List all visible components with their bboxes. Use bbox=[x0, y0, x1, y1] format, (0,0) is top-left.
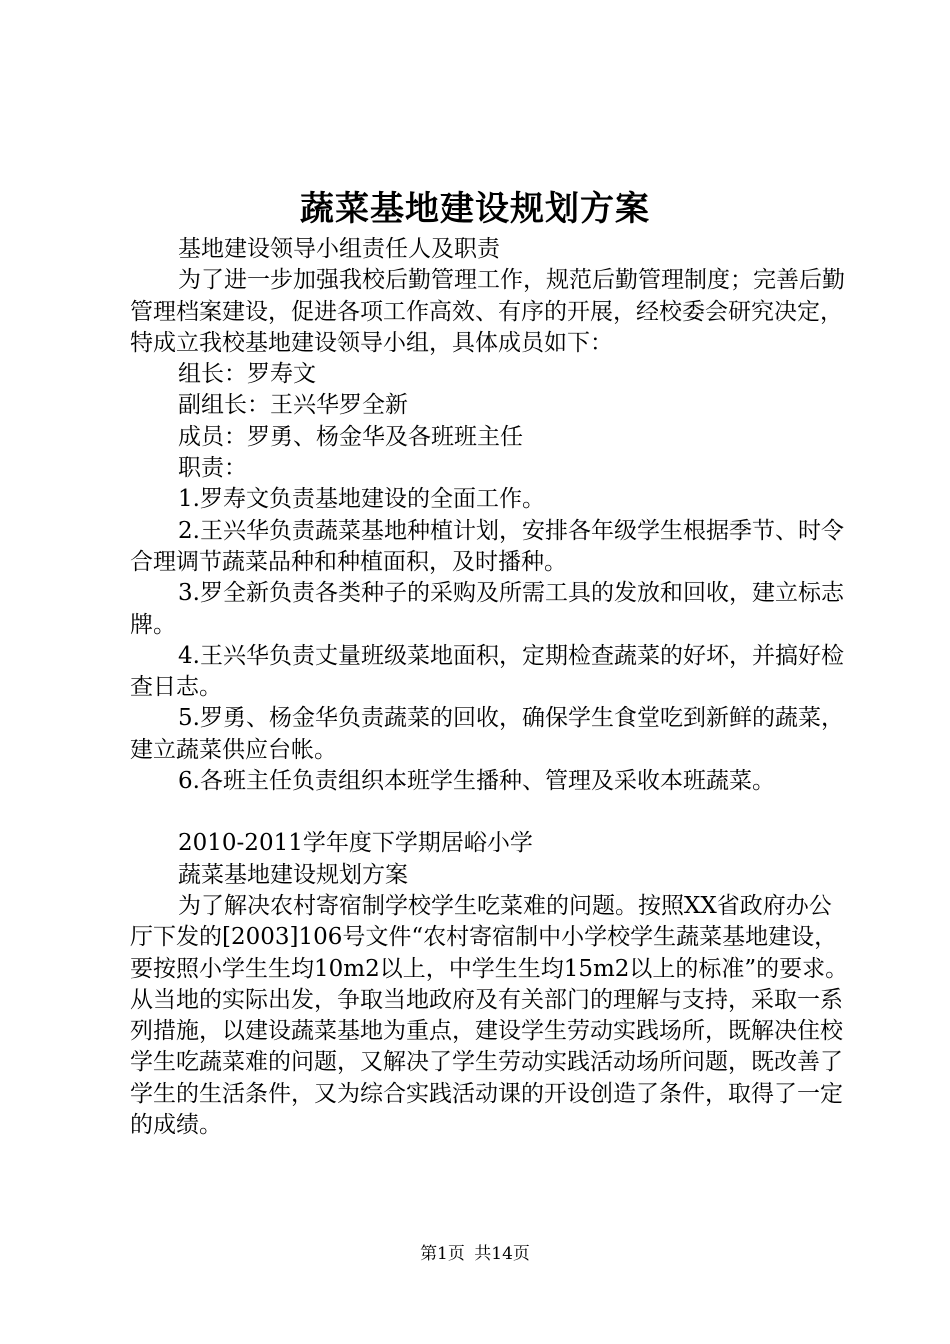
paragraph-members: 成员：罗勇、杨金华及各班班主任 bbox=[178, 423, 523, 450]
document-title: 蔬菜基地建设规划方案 bbox=[300, 189, 650, 229]
duty-item-3: 3.罗全新负责各类种子的采购及所需工具的发放和回收，建立标志牌。 bbox=[130, 580, 844, 638]
duty-item-2: 2.王兴华负责蔬菜基地种植计划，安排各年级学生根据季节、时令合理调节蔬菜品种和种植面积，及时播种。 bbox=[130, 517, 844, 575]
paragraph-plan-body: 为了解决农村寄宿制学校学生吃菜难的问题。按照XX省政府办公厅下发的[2003]106号文件“农村寄宿制中小学校学生蔬菜基地建设，要按照小学生生均10m2以上，中学生生均15m2以上的标准”的要求。从当地的实际出发，争取当地政府及有关部门的理解与支持，采取一系列措施，以建设蔬菜基地为重点，建设学生劳动实践场所，既解决住校学生吃蔬菜难的问题，又解决了学生劳动实践活动场所问题，既改善了学生的生活条件，又为综合实践活动课的开设创造了条件，取得了一定的成绩。 bbox=[130, 892, 849, 1139]
page-footer bbox=[0, 1242, 950, 1266]
duty-item-4: 4.王兴华负责丈量班级菜地面积，定期检查蔬菜的好坏，并搞好检查日志。 bbox=[130, 642, 844, 701]
paragraph-intro: 为了进一步加强我校后勤管理工作，规范后勤管理制度；完善后勤管理档案建设，促进各项工作高效、有序的开展，经校委会研究决定，特成立我校基地建设领导小组，具体成员如下： bbox=[130, 267, 845, 356]
paragraph-leader: 组长：罗寿文 bbox=[178, 361, 316, 388]
document-body bbox=[130, 234, 850, 1141]
section-heading-leadership: 基地建设领导小组责任人及职责 bbox=[178, 236, 500, 262]
duty-item-5: 5.罗勇、杨金华负责蔬菜的回收，确保学生食堂吃到新鲜的蔬菜，建立蔬菜供应台帐。 bbox=[130, 705, 844, 763]
duty-item-1: 1.罗寿文负责基地建设的全面工作。 bbox=[178, 486, 545, 513]
paragraph-spacer bbox=[130, 797, 850, 828]
paragraph-deputy-leader: 副组长：王兴华罗全新 bbox=[178, 392, 408, 419]
paragraph-school-term: 2010-2011学年度下学期居峪小学 bbox=[178, 830, 533, 857]
duty-item-6: 6.各班主任负责组织本班学生播种、管理及采收本班蔬菜。 bbox=[178, 768, 775, 795]
paragraph-duties-heading: 职责： bbox=[178, 455, 247, 482]
page-number: 第1页 bbox=[420, 1244, 465, 1264]
paragraph-subtitle: 蔬菜基地建设规划方案 bbox=[178, 861, 408, 888]
page-total: 共14页 bbox=[474, 1244, 530, 1264]
